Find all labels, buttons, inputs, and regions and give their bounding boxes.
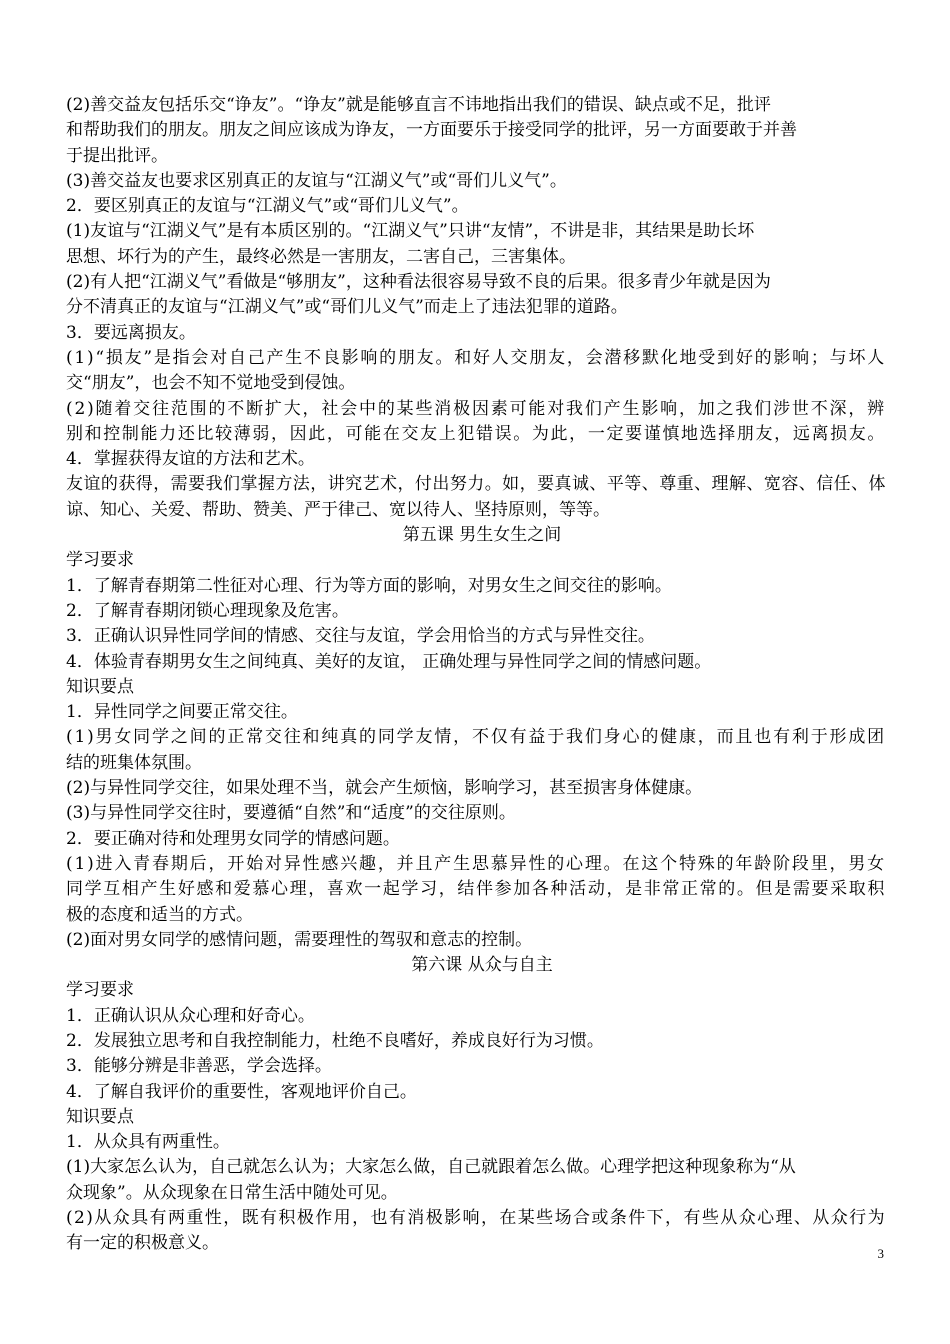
text-line: (2)与异性同学交往，如果处理不当，就会产生烦恼，影响学习，甚至损害身体健康。 bbox=[66, 778, 703, 799]
text-line: (1)男女同学之间的正常交往和纯真的同学友情，不仅有益于我们身心的健康，而且也有利于形成团 bbox=[66, 727, 886, 748]
text-line: 结的班集体氛围。 bbox=[66, 752, 202, 773]
text-line: 1．从众具有两重性。 bbox=[66, 1132, 230, 1153]
text-line: 2．要区别真正的友谊与“江湖义气”或“哥们儿义气”。 bbox=[66, 196, 469, 217]
lesson-title: 第五课 男生女生之间 bbox=[402, 525, 562, 546]
text-line: 3．要远离损友。 bbox=[66, 322, 196, 343]
text-line: (2)有人把“江湖义气”看做是“够朋友”，这种看法很容易导致不良的后果。很多青少年就是因为 bbox=[66, 272, 771, 293]
page-number: 3 bbox=[877, 1246, 884, 1261]
text-line: 1．异性同学之间要正常交往。 bbox=[66, 702, 298, 723]
text-line: (3)与异性同学交往时，要遵循“自然”和“适度”的交往原则。 bbox=[66, 803, 516, 824]
text-line: 4．体验青春期男女生之间纯真、美好的友谊， 正确处理与异性同学之间的情感问题。 bbox=[66, 651, 712, 672]
text-line: 学习要求 bbox=[66, 550, 134, 571]
text-line: 极的态度和适当的方式。 bbox=[66, 904, 253, 925]
text-line: 知识要点 bbox=[66, 1106, 134, 1127]
text-line: 2．要正确对待和处理男女同学的情感问题。 bbox=[66, 828, 400, 849]
lesson-title: 第六课 从众与自主 bbox=[411, 955, 553, 976]
text-line: (1)进入青春期后，开始对异性感兴趣，并且产生思慕异性的心理。在这个特殊的年龄阶段里，男女 bbox=[66, 853, 886, 874]
text-line: 众现象”。从众现象在日常生活中随处可见。 bbox=[66, 1182, 398, 1203]
document-body bbox=[66, 93, 886, 1257]
text-line: 有一定的积极意义。 bbox=[66, 1233, 219, 1254]
text-line: (3)善交益友也要求区别真正的友谊与“江湖义气”或“哥们儿义气”。 bbox=[66, 170, 567, 191]
text-line: 友谊的获得，需要我们掌握方法，讲究艺术，付出努力。如，要真诚、平等、尊重、理解、宽容、信任、体 bbox=[66, 474, 886, 495]
text-line: 思想、坏行为的产生，最终必然是一害朋友，二害自己，三害集体。 bbox=[66, 246, 576, 267]
text-line: 2．发展独立思考和自我控制能力，杜绝不良嗜好，养成良好行为习惯。 bbox=[66, 1030, 604, 1051]
text-line: 知识要点 bbox=[66, 676, 134, 697]
text-line: 4．掌握获得友谊的方法和艺术。 bbox=[66, 449, 315, 470]
text-line: 别和控制能力还比较薄弱，因此，可能在交友上犯错误。为此，一定要谨慎地选择朋友，远离损友。 bbox=[66, 423, 886, 444]
text-line: (1)友谊与“江湖义气”是有本质区别的。“江湖义气”只讲“友情”，不讲是非，其结果是助长坏 bbox=[66, 221, 755, 242]
text-line: 同学互相产生好感和爱慕心理，喜欢一起学习，结伴参加各种活动，是非常正常的。但是需要采取积 bbox=[66, 879, 886, 900]
text-line: 学习要求 bbox=[66, 980, 134, 1001]
text-line: 1．了解青春期第二性征对心理、行为等方面的影响，对男女生之间交往的影响。 bbox=[66, 575, 672, 596]
text-line: 2．了解青春期闭锁心理现象及危害。 bbox=[66, 600, 349, 621]
text-line: 交“朋友”，也会不知不觉地受到侵蚀。 bbox=[66, 373, 356, 394]
text-line: (2)随着交往范围的不断扩大，社会中的某些消极因素可能对我们产生影响，加之我们涉世不深，辨 bbox=[66, 398, 886, 419]
text-line: 4．了解自我评价的重要性，客观地评价自己。 bbox=[66, 1081, 417, 1102]
text-line: (2)从众具有两重性，既有积极作用，也有消极影响，在某些场合或条件下，有些从众心理、从众行为 bbox=[66, 1208, 886, 1229]
text-line: 谅、知心、关爱、帮助、赞美、严于律己、宽以待人、坚持原则，等等。 bbox=[66, 499, 610, 520]
text-line: (1)大家怎么认为，自己就怎么认为；大家怎么做，自己就跟着怎么做。心理学把这种现象称为“从 bbox=[66, 1157, 796, 1178]
text-line: 1．正确认识从众心理和好奇心。 bbox=[66, 1005, 315, 1026]
text-line: 3．能够分辨是非善恶，学会选择。 bbox=[66, 1056, 332, 1077]
text-line: (2)善交益友包括乐交“诤友”。“诤友”就是能够直言不讳地指出我们的错误、缺点或不足，批评 bbox=[66, 95, 771, 115]
text-line: (2)面对男女同学的感情问题，需要理性的驾驭和意志的控制。 bbox=[66, 929, 533, 950]
text-line: (1)“损友”是指会对自己产生不良影响的朋友。和好人交朋友，会潜移默化地受到好的影响；与坏人 bbox=[66, 347, 886, 368]
text-line: 和帮助我们的朋友。朋友之间应该成为诤友，一方面要乐于接受同学的批评，另一方面要敢于并善 bbox=[66, 120, 797, 141]
text-line: 于提出批评。 bbox=[66, 145, 168, 166]
text-line: 3．正确认识异性同学间的情感、交往与友谊，学会用恰当的方式与异性交往。 bbox=[66, 626, 655, 647]
text-line: 分不清真正的友谊与“江湖义气”或“哥们儿义气”而走上了违法犯罪的道路。 bbox=[66, 297, 628, 318]
